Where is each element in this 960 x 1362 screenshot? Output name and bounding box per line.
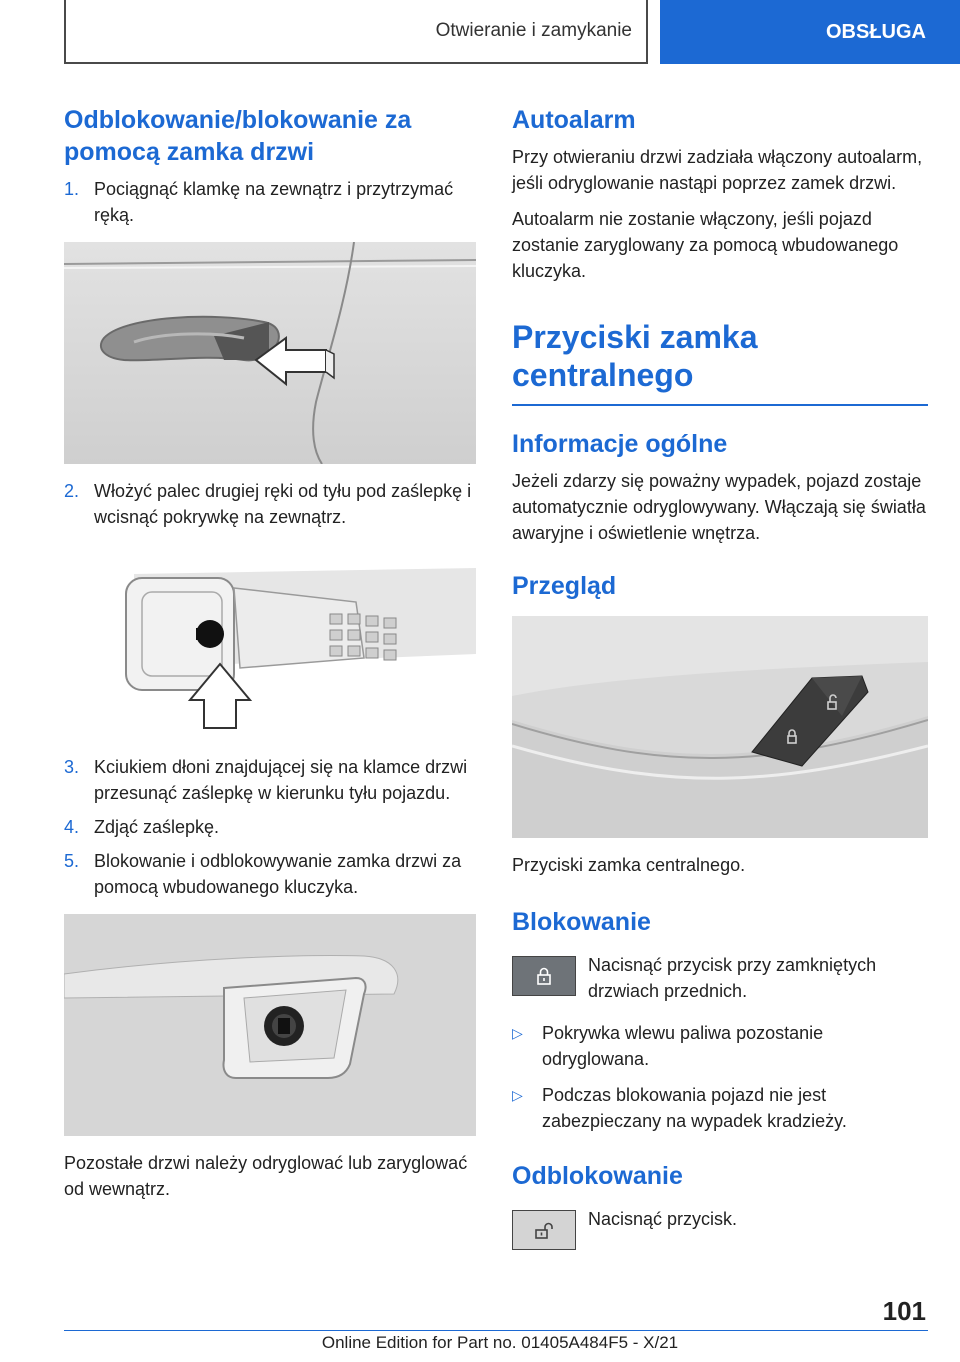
unlocking-text: Nacisnąć przycisk. (588, 1209, 738, 1229)
steps-list-b (64, 478, 476, 530)
note-item: ▷ Podczas blokowania pojazd nie jest zabezpieczany na wypadek kradzieży. (512, 1082, 928, 1134)
unlock-button-icon (512, 1210, 576, 1250)
right-column (512, 104, 928, 1266)
triangle-bullet-icon: ▷ (512, 1087, 523, 1103)
edition-footer: Online Edition for Part no. 01405A484F5 - X/21 (321, 1333, 679, 1352)
locking-row (512, 952, 928, 1004)
steps-list-a (64, 176, 476, 228)
steps-list-c (64, 754, 476, 900)
step-item: 4. Zdjąć zaślepkę. (64, 817, 220, 837)
general-info-heading: Informacje ogólne (512, 430, 728, 458)
step-item: 2. Włożyć palec drugiej ręki od tyłu pod zaślepkę i wcisnąć pokrywkę na zewnątrz. (64, 481, 472, 527)
left-column (64, 104, 476, 1212)
triangle-bullet-icon: ▷ (512, 1025, 523, 1041)
key-cylinder-photo (64, 914, 476, 1136)
unlocking-row (512, 1206, 928, 1250)
locking-notes (512, 1020, 928, 1134)
autoalarm-text-2: Autoalarm nie zostanie włączony, jeśli pojazd zostanie zaryglowany za pomocą wbudowanego kluczyka. (512, 209, 899, 281)
footer-rule (64, 1330, 928, 1331)
general-info-text: Jeżeli zdarzy się poważny wypadek, pojazd zostaje automatycznie odryglowywany. Włączają się światła awaryjne i oświetlenie wnętrza. (512, 471, 926, 543)
step-item: 5. Blokowanie i odblokowywanie zamka drzwi za pomocą wbudowanego kluczyka. (64, 851, 462, 897)
locking-heading: Blokowanie (512, 908, 651, 936)
heading-rule (512, 404, 928, 406)
page-number: 101 (882, 1296, 926, 1326)
closing-note: Pozostałe drzwi należy odryglować lub zaryglować od wewnątrz. (64, 1153, 468, 1199)
central-lock-heading: Przyciski zamka centralnego (512, 319, 758, 393)
overview-heading: Przegląd (512, 572, 617, 600)
overview-caption: Przyciski zamka centralnego. (512, 855, 746, 875)
lock-button-icon (512, 956, 576, 996)
autoalarm-heading: Autoalarm (512, 106, 636, 134)
step-item: 1. Pociągnąć klamkę na zewnątrz i przytrzymać ręką. (64, 179, 454, 225)
chapter-tab: Otwieranie i zamykanie (64, 0, 648, 64)
locking-text: Nacisnąć przycisk przy zamkniętych drzwiach przednich. (588, 955, 877, 1001)
cap-photo (64, 568, 476, 744)
door-lock-heading: Odblokowanie/blokowanie za pomocą zamka drzwi (64, 106, 412, 166)
note-item: ▷ Pokrywka wlewu paliwa pozostanie odryglowana. (512, 1020, 928, 1072)
autoalarm-text-1: Przy otwieraniu drzwi zadziała włączony autoalarm, jeśli odryglowanie nastąpi poprzez zamek drzwi. (512, 147, 923, 193)
step-item: 3. Kciukiem dłoni znajdującej się na klamce drzwi przesunąć zaślepkę w kierunku tyłu pojazdu. (64, 757, 468, 803)
door-handle-photo (64, 242, 476, 464)
central-lock-buttons-photo (512, 616, 928, 838)
unlocking-heading: Odblokowanie (512, 1162, 683, 1190)
section-tab: OBSŁUGA (660, 0, 960, 64)
